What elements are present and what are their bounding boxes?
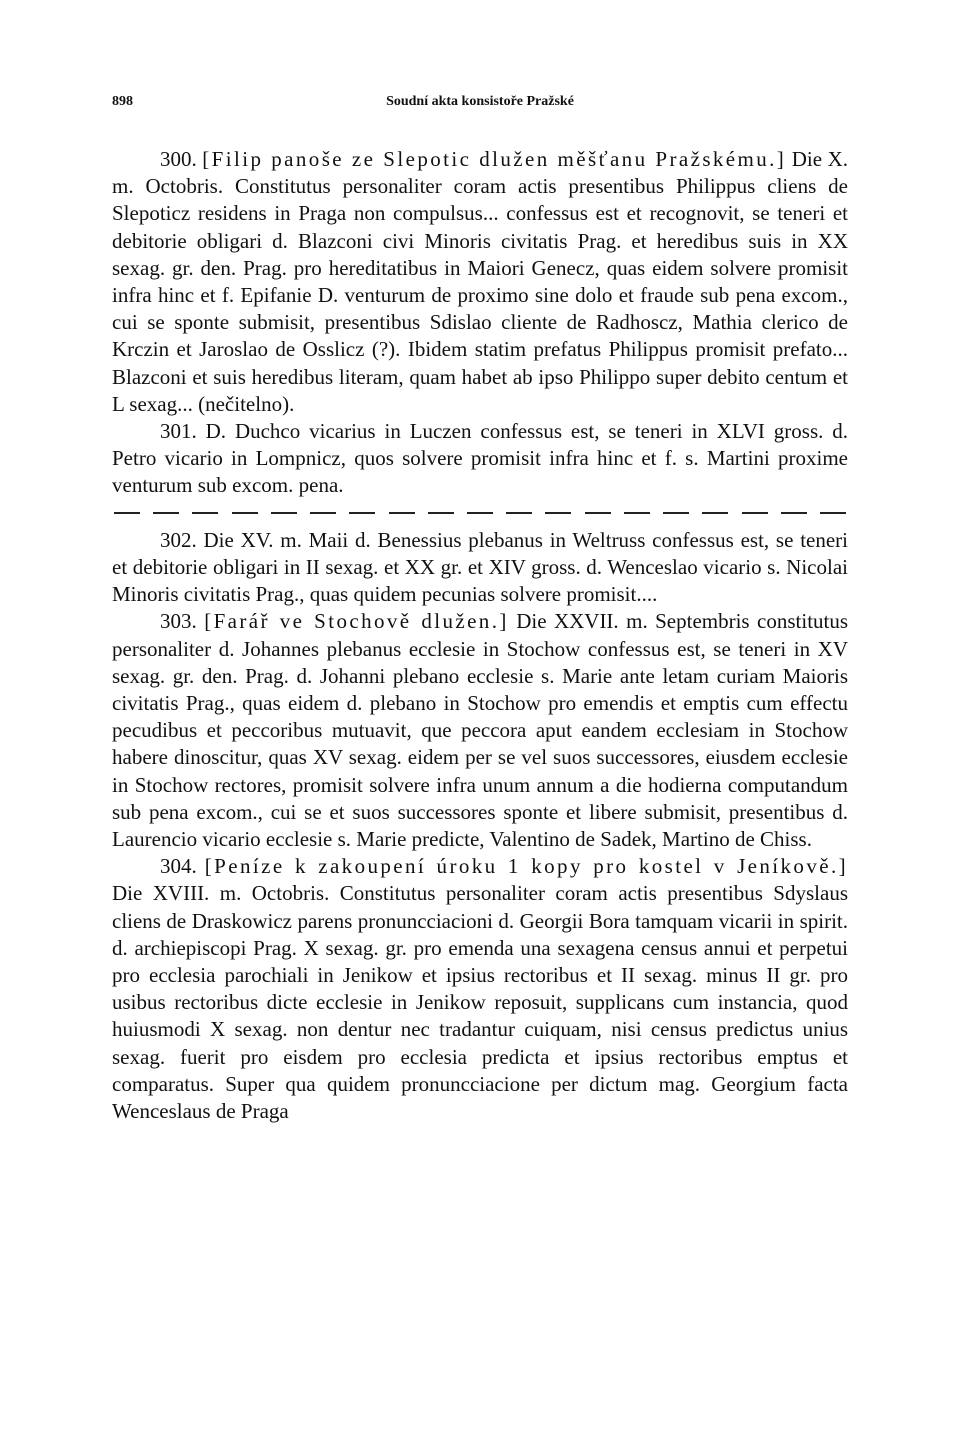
entry-text: Die XV. m. Maii d. Benessius plebanus in Weltruss confessus est, se teneri et debitorie obligari in II sexag. et XX gr. et XIV gross. d. Wenceslao vicario s. Nicolai Minoris civitatis Prag., quas quidem pecunias solvere promisit....	[112, 527, 848, 607]
entry-number: 300.	[160, 147, 197, 171]
page-header	[112, 94, 848, 116]
entry-title: [Peníze k zakoupení úroku 1 kopy pro kostel v Jeníkově.]	[204, 854, 848, 879]
dashed-separator	[112, 500, 848, 527]
page-number: 898	[112, 94, 133, 109]
entry-303	[112, 608, 848, 853]
entry-title: [Farář ve Stochově dlužen.]	[204, 609, 509, 634]
entry-number: 302.	[160, 527, 197, 552]
entry-text: Die X. m. Octobris. Constitutus personaliter coram actis presentibus Philippus cliens de Slepoticz residens in Praga non compulsus... confessus est et recognovit, se teneri et debitorie obligari d. Blazconi civi Minoris civitatis Prag. et heredibus suis in XX sexag. gr. den. Prag. pro hereditatibus in Maiori Genecz, quas eidem solvere promisit infra hinc et f. Epifanie D. venturum de proximo sine dolo et fraude sub pena excom., cui se sponte submisit, presentibus Sdislao cliente de Radhoscz, Mathia clerico de Krczin et Jaroslao de Osslicz (?). Ibidem statim prefatus Philippus promisit prefato... Blazconi et suis heredibus literam, quam habet ab ipso Philippo super debito centum et L sexag... (nečitelno).	[112, 147, 848, 416]
entry-302	[112, 527, 848, 609]
entry-text: D. Duchco vicarius in Luczen confessus est, se teneri in XLVI gross. d. Petro vicario in Lompnicz, quos solvere promisit infra hinc et f. s. Martini proxime venturum sub excom. pena.	[112, 419, 849, 498]
entry-number: 304.	[160, 854, 197, 879]
entry-300	[112, 146, 848, 418]
running-title: Soudní akta konsistoře Pražské	[386, 94, 574, 109]
page-body	[112, 146, 848, 1125]
entry-304	[112, 853, 848, 1125]
entry-text: Die XVIII. m. Octobris. Constitutus personaliter coram actis presentibus Sdyslaus cliens de Draskowicz parens pronuncciacioni d. Georgii Bora tamquam vicarii in spirit. d. archiepiscopi Prag. X sexag. gr. pro emenda una sexagena census annui et perpetui pro ecclesia parochiali in Jenikow et ipsius rectoribus et II sexag. minus II gr. pro usibus rectoribus dicte ecclesie in Jenikow reposuit, supplicans cum instancia, quod huiusmodi X sexag. non dentur nec tradantur cuiquam, nisi census predictus unius sexag. fuerit pro eisdem pro ecclesia predicta et ipsius rectoribus emptus et comparatus. Super qua quidem pronuncciacione per dictum mag. Georgium facta Wenceslaus de Praga	[112, 881, 848, 1124]
entry-number: 301.	[160, 419, 197, 444]
entry-301	[112, 418, 848, 500]
entry-title: [Filip panoše ze Slepotic dlužen měšťanu Pražskému.]	[202, 147, 787, 171]
entry-number: 303.	[160, 609, 197, 634]
entry-text: Die XXVII. m. Septembris constitutus personaliter d. Johannes plebanus ecclesie in Stochow confessus est, se teneri in XV sexag. gr. den. Prag. d. Johanni plebano ecclesie s. Marie ante letam curiam Maioris civitatis Prag., quas eidem d. plebano in Stochow pro emendis et emptis cum effectu pecudibus et peccoribus mutuavit, que peccora aput eandem ecclesiam in Stochow habere dinoscitur, quas XV sexag. eidem per se vel suos successores, eiusdem ecclesie in Stochow rectores, promisit solvere infra unum annum a die hodierna computandum sub pena excom., cui se et suos successores sponte et libere submisit, presentibus d. Laurencio vicario ecclesie s. Marie predicte, Valentino de Sadek, Martino de Chiss.	[112, 609, 849, 852]
